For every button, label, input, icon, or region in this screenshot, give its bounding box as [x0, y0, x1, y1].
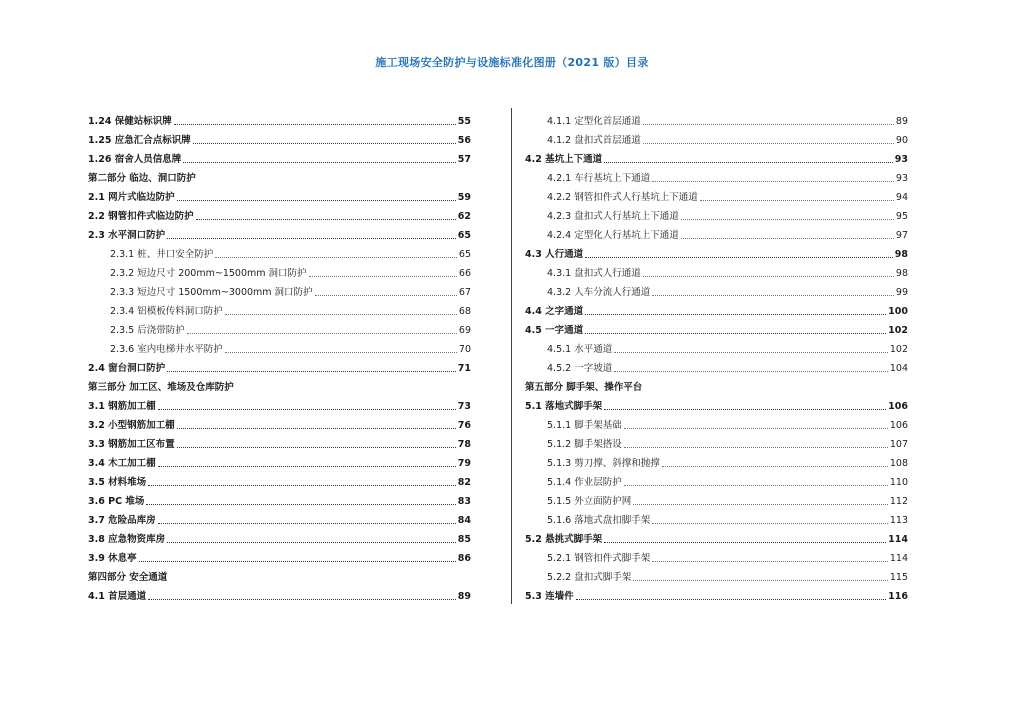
dot-leader: [633, 504, 888, 505]
toc-title: 施工现场安全防护与设施标准化图册（2021 版）目录: [375, 56, 649, 69]
entry-title: 4.2 基坑上下通道: [525, 154, 603, 165]
dot-leader: [652, 523, 888, 524]
dot-leader: [624, 485, 888, 486]
entry-title: 2.3.4 铝模板传料洞口防护: [110, 306, 223, 317]
entry-title: 2.4 窗台洞口防护: [88, 363, 166, 374]
dot-leader: [193, 143, 456, 144]
page-number: 110: [889, 477, 908, 488]
dot-leader: [158, 523, 456, 524]
page-number: 98: [895, 268, 908, 279]
dot-leader: [700, 200, 894, 201]
toc-subentry[interactable]: [525, 510, 908, 529]
page-number: 115: [889, 572, 908, 583]
page-number: 114: [889, 553, 908, 564]
page-number: 112: [889, 496, 908, 507]
entry-title: 4.3.2 人车分流人行通道: [547, 287, 651, 298]
page-number: 73: [457, 401, 471, 412]
toc-subentry[interactable]: [525, 130, 908, 149]
dot-leader: [652, 561, 888, 562]
toc-left-column: [88, 111, 471, 605]
dot-leader: [225, 314, 457, 315]
dot-leader: [681, 238, 894, 239]
page-number: 76: [457, 420, 471, 431]
part-heading-text: 第四部分 安全通道: [88, 572, 168, 583]
entry-title: 3.8 应急物资库房: [88, 534, 166, 545]
dot-leader: [662, 466, 888, 467]
entry-title: 5.1 落地式脚手架: [525, 401, 603, 412]
page-number: 70: [458, 344, 471, 355]
part-heading-text: 第三部分 加工区、堆场及仓库防护: [88, 382, 234, 393]
page-number: 78: [457, 439, 471, 450]
toc-entry[interactable]: [88, 111, 471, 130]
dot-leader: [225, 352, 457, 353]
dot-leader: [174, 124, 456, 125]
dot-leader: [633, 580, 888, 581]
dot-leader: [158, 409, 456, 410]
page-number: 85: [457, 534, 471, 545]
toc-right-column: [525, 111, 908, 605]
toc-subentry[interactable]: [525, 168, 908, 187]
toc-part-heading: [88, 377, 471, 396]
page-number: 93: [894, 154, 908, 165]
entry-title: 2.3.1 桩、井口安全防护: [110, 249, 214, 260]
toc-entry[interactable]: [88, 472, 471, 491]
toc-subentry[interactable]: [88, 339, 471, 358]
toc-subentry[interactable]: [525, 187, 908, 206]
page-number: 95: [895, 211, 908, 222]
entry-title: 3.6 PC 堆场: [88, 496, 145, 507]
entry-title: 5.1.2 脚手架搭设: [547, 439, 622, 450]
entry-title: 4.4 之字通道: [525, 306, 584, 317]
toc-entry[interactable]: [525, 244, 908, 263]
dot-leader: [585, 257, 893, 258]
dot-leader: [585, 333, 886, 334]
dot-leader: [604, 162, 893, 163]
toc-entry[interactable]: [88, 453, 471, 472]
entry-title: 4.5.2 一字坡道: [547, 363, 613, 374]
toc-subentry[interactable]: [525, 225, 908, 244]
toc-entry[interactable]: [525, 529, 908, 548]
dot-leader: [585, 314, 886, 315]
page-number: 71: [457, 363, 471, 374]
dot-leader: [177, 428, 456, 429]
dot-leader: [146, 504, 455, 505]
toc-entry[interactable]: [88, 434, 471, 453]
entry-title: 4.5.1 水平通道: [547, 344, 613, 355]
toc-entry[interactable]: [88, 529, 471, 548]
entry-title: 1.26 宿舍人员信息牌: [88, 154, 182, 165]
page-number: 98: [894, 249, 908, 260]
dot-leader: [215, 257, 457, 258]
toc-subentry[interactable]: [88, 320, 471, 339]
entry-title: 4.5 一字通道: [525, 325, 584, 336]
toc-entry[interactable]: [88, 548, 471, 567]
entry-title: 5.1.4 作业层防护: [547, 477, 622, 488]
page-number: 57: [457, 154, 471, 165]
entry-title: 4.1.1 定型化首层通道: [547, 116, 641, 127]
entry-title: 5.2.2 盘扣式脚手架: [547, 572, 632, 583]
dot-leader: [614, 371, 888, 372]
toc-subentry[interactable]: [525, 206, 908, 225]
toc-entry[interactable]: [88, 396, 471, 415]
toc-subentry[interactable]: [88, 244, 471, 263]
page-number: 79: [457, 458, 471, 469]
dot-leader: [167, 371, 456, 372]
page-number: 56: [457, 135, 471, 146]
page-number: 84: [457, 515, 471, 526]
page-number: 90: [895, 135, 908, 146]
toc-entry[interactable]: [88, 187, 471, 206]
toc-entry[interactable]: [88, 358, 471, 377]
dot-leader: [309, 276, 457, 277]
page-number: 102: [888, 325, 908, 336]
dot-leader: [643, 276, 894, 277]
page-number: 104: [889, 363, 908, 374]
toc-part-heading: [88, 168, 471, 187]
dot-leader: [624, 447, 888, 448]
column-divider: [511, 108, 512, 604]
dot-leader: [576, 599, 887, 600]
entry-title: 2.3.3 短边尺寸 1500mm~3000mm 洞口防护: [110, 287, 313, 298]
page-number: 65: [458, 249, 471, 260]
toc-entry[interactable]: [88, 510, 471, 529]
entry-title: 2.3.5 后浇带防护: [110, 325, 185, 336]
dot-leader: [624, 428, 888, 429]
entry-title: 3.7 危险品库房: [88, 515, 156, 526]
dot-leader: [652, 181, 894, 182]
entry-title: 3.4 木工加工棚: [88, 458, 156, 469]
entry-title: 2.3.2 短边尺寸 200mm~1500mm 洞口防护: [110, 268, 307, 279]
page-number: 65: [457, 230, 471, 241]
dot-leader: [187, 333, 457, 334]
dot-leader: [177, 200, 456, 201]
dot-leader: [177, 447, 456, 448]
toc-subentry[interactable]: [525, 434, 908, 453]
entry-title: 4.2.4 定型化人行基坑上下通道: [547, 230, 679, 241]
page-number: 55: [457, 116, 471, 127]
toc-subentry[interactable]: [525, 567, 908, 586]
dot-leader: [158, 466, 456, 467]
dot-leader: [148, 599, 456, 600]
toc-subentry[interactable]: [88, 301, 471, 320]
entry-title: 5.3 连墙件: [525, 591, 574, 602]
entry-title: 3.5 材料堆场: [88, 477, 147, 488]
part-heading-text: 第五部分 脚手架、操作平台: [525, 382, 643, 393]
entry-title: 1.24 保健站标识牌: [88, 116, 172, 127]
entry-title: 2.3.6 室内电梯井水平防护: [110, 344, 223, 355]
dot-leader: [681, 219, 894, 220]
toc-part-heading: [88, 567, 471, 586]
toc-entry[interactable]: [525, 149, 908, 168]
page-number: 89: [457, 591, 471, 602]
page-number: 102: [889, 344, 908, 355]
toc-entry[interactable]: [525, 396, 908, 415]
toc-subentry[interactable]: [88, 282, 471, 301]
page-number: 67: [458, 287, 471, 298]
page-number: 62: [457, 211, 471, 222]
dot-leader: [167, 542, 456, 543]
page-number: 108: [889, 458, 908, 469]
entry-title: 5.2.1 钢管扣件式脚手架: [547, 553, 651, 564]
toc-subentry[interactable]: [525, 491, 908, 510]
toc-entry[interactable]: [88, 206, 471, 225]
page-number: 113: [889, 515, 908, 526]
entry-title: 4.2.3 盘扣式人行基坑上下通道: [547, 211, 679, 222]
entry-title: 2.3 水平洞口防护: [88, 230, 166, 241]
toc-entry[interactable]: [525, 586, 908, 605]
entry-title: 4.3 人行通道: [525, 249, 584, 260]
page-number: 89: [895, 116, 908, 127]
entry-title: 4.2.2 钢管扣件式人行基坑上下通道: [547, 192, 698, 203]
page-number: 68: [458, 306, 471, 317]
entry-title: 5.1.6 落地式盘扣脚手架: [547, 515, 651, 526]
page-number: 86: [457, 553, 471, 564]
entry-title: 5.1.1 脚手架基础: [547, 420, 622, 431]
page-number: 69: [458, 325, 471, 336]
dot-leader: [183, 162, 456, 163]
dot-leader: [139, 561, 456, 562]
entry-title: 2.1 网片式临边防护: [88, 192, 175, 203]
toc-subentry[interactable]: [525, 548, 908, 567]
entry-title: 3.3 钢筋加工区布置: [88, 439, 175, 450]
page-number: 107: [889, 439, 908, 450]
toc-entry[interactable]: [88, 586, 471, 605]
entry-title: 4.3.1 盘扣式人行通道: [547, 268, 641, 279]
dot-leader: [196, 219, 456, 220]
entry-title: 1.25 应急汇合点标识牌: [88, 135, 191, 146]
dot-leader: [643, 124, 894, 125]
page-number: 97: [895, 230, 908, 241]
page-number: 106: [888, 401, 908, 412]
entry-title: 5.1.3 剪刀撑、斜撑和抛撑: [547, 458, 660, 469]
part-heading-text: 第二部分 临边、洞口防护: [88, 173, 196, 184]
page-number: 83: [457, 496, 471, 507]
page-number: 82: [457, 477, 471, 488]
page-number: 106: [889, 420, 908, 431]
toc-entry[interactable]: [88, 130, 471, 149]
toc-entry[interactable]: [525, 320, 908, 339]
toc-subentry[interactable]: [525, 415, 908, 434]
entry-title: 4.1.2 盘扣式首层通道: [547, 135, 641, 146]
page-number: 114: [888, 534, 908, 545]
toc-subentry[interactable]: [525, 358, 908, 377]
dot-leader: [643, 143, 894, 144]
page-number: 99: [895, 287, 908, 298]
dot-leader: [604, 542, 886, 543]
dot-leader: [315, 295, 457, 296]
toc-entry[interactable]: [88, 491, 471, 510]
toc-part-heading: [525, 377, 908, 396]
page-number: 100: [888, 306, 908, 317]
page-number: 59: [457, 192, 471, 203]
dot-leader: [604, 409, 886, 410]
toc-subentry[interactable]: [525, 282, 908, 301]
page-number: 116: [888, 591, 908, 602]
page-number: 93: [895, 173, 908, 184]
toc-entry[interactable]: [88, 415, 471, 434]
toc-subentry[interactable]: [88, 263, 471, 282]
dot-leader: [148, 485, 456, 486]
entry-title: 3.2 小型钢筋加工棚: [88, 420, 175, 431]
dot-leader: [652, 295, 894, 296]
page-number: 94: [895, 192, 908, 203]
entry-title: 4.2.1 车行基坑上下通道: [547, 173, 651, 184]
toc-entry[interactable]: [88, 149, 471, 168]
entry-title: 5.1.5 外立面防护网: [547, 496, 632, 507]
toc-entry[interactable]: [525, 301, 908, 320]
entry-title: 3.1 钢筋加工棚: [88, 401, 156, 412]
page-number: 66: [458, 268, 471, 279]
entry-title: 5.2 悬挑式脚手架: [525, 534, 603, 545]
toc-entry[interactable]: [88, 225, 471, 244]
dot-leader: [614, 352, 888, 353]
entry-title: 3.9 休息亭: [88, 553, 137, 564]
dot-leader: [167, 238, 456, 239]
entry-title: 2.2 钢管扣件式临边防护: [88, 211, 194, 222]
toc-subentry[interactable]: [525, 111, 908, 130]
entry-title: 4.1 首层通道: [88, 591, 147, 602]
toc-subentry[interactable]: [525, 472, 908, 491]
toc-subentry[interactable]: [525, 453, 908, 472]
toc-subentry[interactable]: [525, 339, 908, 358]
toc-subentry[interactable]: [525, 263, 908, 282]
